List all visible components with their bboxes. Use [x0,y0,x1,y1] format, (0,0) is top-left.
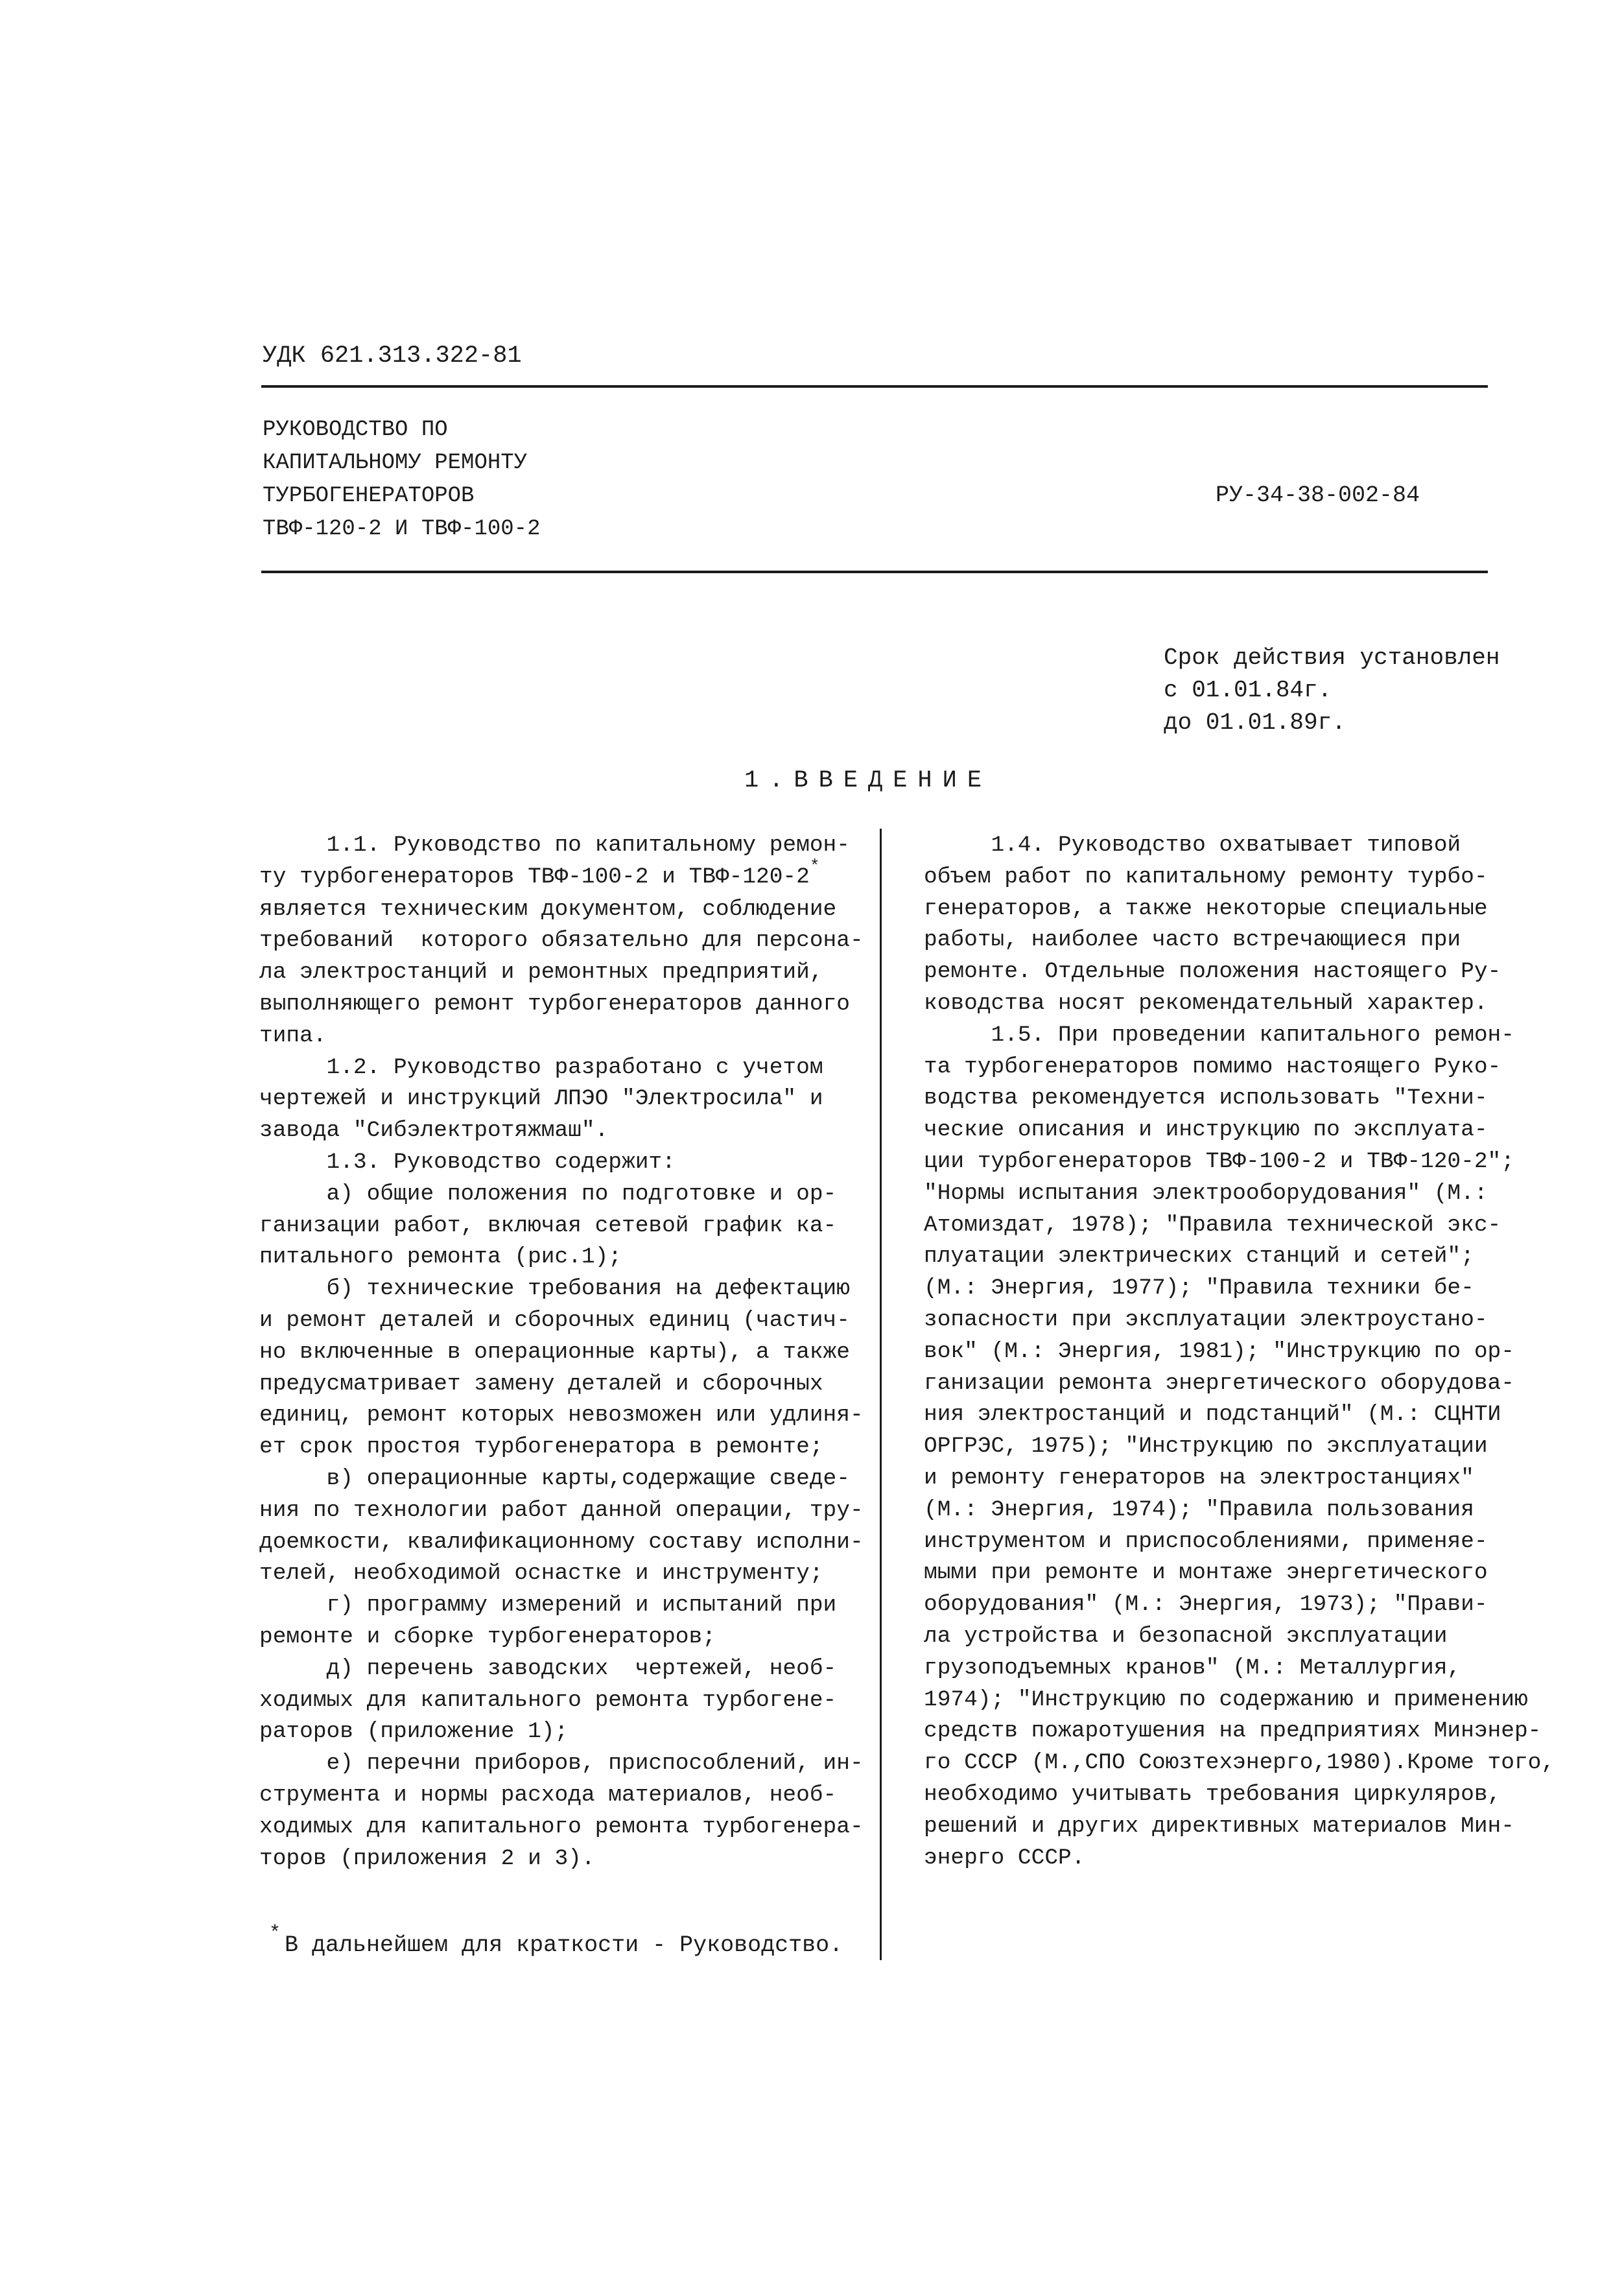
text-line [924,1495,1555,1526]
line-text: 1.3. Руководство содержит: [259,1149,676,1175]
line-text: вок" (М.: Энергия, 1981); "Инструкцию по ор- [924,1338,1514,1364]
line-text: телей, необходимой оснастке и инструменту; [259,1561,823,1587]
line-text: но включенные в операционные карты), а также [259,1339,850,1365]
text-line [924,1273,1555,1305]
line-text: ния электростанций и подстанций" (М.: СЦНТИ [924,1402,1501,1428]
line-text: го СССР (М.,СПО Союзтехэнерго,1980).Кроме того, [924,1750,1555,1776]
line-text: 1.2. Руководство разработано с учетом [259,1054,823,1080]
text-line [924,988,1555,1020]
line-text: грузоподъемных кранов" (М.: Металлургия, [924,1655,1461,1681]
text-line [924,1747,1555,1779]
text-line [924,1052,1555,1083]
line-text: а) общие положения по подготовке и ор- [259,1181,837,1207]
validity-line: до 01.01.89г. [1164,709,1346,736]
text-line [259,1685,864,1717]
column-divider [880,829,882,1960]
line-text: ходимых для капитального ремонта турбогене- [259,1687,837,1713]
text-line [924,1811,1555,1843]
line-text: ла электростанций и ремонтных предприятий, [259,960,823,986]
line-text: водства рекомендуется использовать "Техни- [924,1085,1488,1111]
text-line [924,1716,1555,1747]
text-line [259,1242,864,1273]
text-line [924,862,1555,894]
line-text: плуатации электрических станций и сетей"; [924,1244,1474,1270]
line-text: д) перечень заводских чертежей, необ- [259,1655,837,1681]
text-line [924,1083,1555,1115]
text-line [259,1495,864,1527]
text-line [924,1399,1555,1431]
text-line [924,1020,1555,1052]
text-line [259,1843,864,1875]
text-line [259,894,864,926]
line-text: решений и других директивных материалов Мин- [924,1813,1514,1839]
line-text: 1.1. Руководство по капитальному ремон- [259,833,850,858]
text-line [259,1558,864,1590]
text-line [259,1527,864,1559]
title-line: КАПИТАЛЬНОМУ РЕМОНТУ [263,451,528,475]
validity-block [1164,642,1500,739]
right-column [924,830,1555,1874]
text-line [259,1147,864,1179]
line-text: ремонте. Отдельные положения настоящего Ру- [924,959,1501,985]
text-line [259,1083,864,1115]
text-line [924,1178,1555,1210]
text-line [259,1115,864,1147]
text-line [259,1211,864,1242]
line-text: та турбогенераторов помимо настоящего Руко- [924,1054,1501,1080]
line-text: "Нормы испытания электрооборудования" (М.: [924,1180,1488,1206]
line-text: единиц, ремонт которых невозможен или удлиня- [259,1403,864,1428]
line-text: необходимо учитывать требования циркуляров, [924,1781,1501,1807]
line-text: предусматривает замену деталей и сборочных [259,1371,823,1397]
text-line [924,1210,1555,1242]
line-text: (М.: Энергия, 1977); "Правила техники бе- [924,1275,1474,1301]
text-line [259,1463,864,1495]
line-text: чертежей и инструкций ЛПЭО "Электросила" и [259,1086,823,1112]
text-line [259,957,864,989]
text-line [924,1653,1555,1685]
title-line: РУКОВОДСТВО ПО [263,418,448,442]
line-text: ремонте и сборке турбогенераторов; [259,1624,716,1650]
text-line [259,1400,864,1432]
text-line [924,894,1555,925]
text-line [259,1780,864,1812]
line-text: ческие описания и инструкцию по эксплуата- [924,1117,1488,1143]
line-text: и ремонт деталей и сборочных единиц (частич- [259,1307,850,1333]
line-text: б) технические требования на дефектацию [259,1276,850,1302]
line-text: работы, наиболее часто встречающиеся при [924,927,1461,953]
line-text: в) операционные карты,содержащие сведе- [259,1465,850,1491]
text-line [259,1021,864,1052]
text-line [924,925,1555,956]
validity-line: с 01.01.84г. [1164,677,1332,704]
text-line [259,1305,864,1337]
text-line [924,1621,1555,1653]
text-line [259,856,864,894]
line-text: питального ремонта (рис.1); [259,1244,622,1270]
text-line [259,1273,864,1305]
line-text: (М.: Энергия, 1974); "Правила пользования [924,1497,1474,1522]
line-text: ходимых для капитального ремонта турбогенера- [259,1814,864,1840]
footnote [269,1923,843,1958]
line-text: ния по технологии работ данной операции, тру- [259,1497,864,1523]
line-text: е) перечни приборов, приспособлений, ин- [259,1751,864,1777]
line-text: завода "Сибэлектротяжмаш". [259,1118,609,1144]
line-text: оборудования" (М.: Энергия, 1973); "Прави- [924,1592,1488,1618]
line-text: 1.4. Руководство охватывает типовой [924,833,1461,858]
text-line [259,1337,864,1369]
line-text: выполняющего ремонт турбогенераторов данного [259,991,850,1017]
line-text: 1974); "Инструкцию по содержанию и применению [924,1687,1528,1712]
text-line [924,1305,1555,1336]
text-line [924,1241,1555,1273]
line-text: ту турбогенераторов ТВФ-100-2 и ТВФ-120-2 [259,864,810,890]
validity-line: Срок действия установлен [1164,645,1500,671]
line-text: ководства носят рекомендательный характер. [924,990,1488,1016]
left-column [259,830,864,1875]
text-line [259,1590,864,1622]
text-line [259,1748,864,1780]
line-text: инструментом и приспособлениями, применяе- [924,1528,1488,1554]
udk-code: УДК 621.313.322-81 [263,342,522,370]
text-line [259,1179,864,1211]
line-text: мыми при ремонте и монтаже энергетического [924,1560,1488,1586]
section-title: 1.ВВЕДЕНИЕ [744,767,993,794]
line-text: зопасности при эксплуатации электроустано- [924,1307,1488,1332]
line-text: средств пожаротушения на предприятиях Минэнер- [924,1718,1542,1744]
line-text: объем работ по капитальному ремонту турбо- [924,864,1488,890]
title-line: ТУРБОГЕНЕРАТОРОВ [263,484,475,508]
line-text: ет срок простоя турбогенератора в ремонте; [259,1434,823,1460]
footnote-marker: * [269,1923,281,1945]
text-line [924,1115,1555,1146]
text-line [924,1557,1555,1589]
text-line [924,1779,1555,1811]
text-line [924,1336,1555,1368]
line-text: торов (приложения 2 и 3). [259,1845,595,1871]
line-text: ганизации работ, включая сетевой график ка- [259,1213,837,1238]
line-text: ции турбогенераторов ТВФ-100-2 и ТВФ-120-2"; [924,1148,1514,1174]
text-line [259,1622,864,1653]
document-code: РУ-34-38-002-84 [1216,482,1420,508]
text-line [924,1589,1555,1621]
text-line [259,1432,864,1463]
line-text: доемкости, квалификационному составу исполни- [259,1529,864,1555]
text-line [259,1716,864,1748]
text-line [924,1431,1555,1463]
text-line [259,1369,864,1401]
document-title [263,414,540,546]
header-top-rule [261,385,1488,388]
text-line [259,1052,864,1084]
line-text: ла устройства и безопасной эксплуатации [924,1623,1448,1649]
text-line [259,989,864,1021]
title-line: ТВФ-120-2 И ТВФ-100-2 [263,517,541,541]
footnote-ref: * [809,856,820,876]
line-text: энерго СССР. [924,1845,1085,1871]
text-line [924,1843,1555,1875]
text-line [924,1685,1555,1716]
line-text: требований которого обязательно для персона- [259,928,864,954]
text-line [924,1463,1555,1495]
footnote-text: В дальнейшем для краткости - Руководство. [285,1932,843,1958]
text-line [924,1146,1555,1178]
line-text: ОРГРЭС, 1975); "Инструкцию по эксплуатации [924,1434,1488,1460]
line-text: типа. [259,1023,327,1048]
line-text: струмента и нормы расхода материалов, необ- [259,1782,837,1808]
text-line [259,1653,864,1685]
text-line [924,1368,1555,1400]
line-text: и ремонту генераторов на электростанциях" [924,1465,1474,1491]
text-line [259,830,864,862]
line-text: раторов (приложение 1); [259,1719,569,1745]
text-line [924,830,1555,862]
text-line [259,925,864,957]
line-text: является техническим документом, соблюдение [259,896,837,922]
line-text: Атомиздат, 1978); "Правила технической экс- [924,1212,1501,1238]
text-line [924,956,1555,988]
header-bottom-rule [261,571,1488,573]
text-line [259,1812,864,1843]
text-line [924,1526,1555,1558]
line-text: ганизации ремонта энергетического оборудова- [924,1370,1514,1396]
line-text: г) программу измерений и испытаний при [259,1592,837,1618]
line-text: 1.5. При проведении капитального ремон- [924,1022,1514,1048]
line-text: генераторов, а также некоторые специальные [924,895,1488,921]
